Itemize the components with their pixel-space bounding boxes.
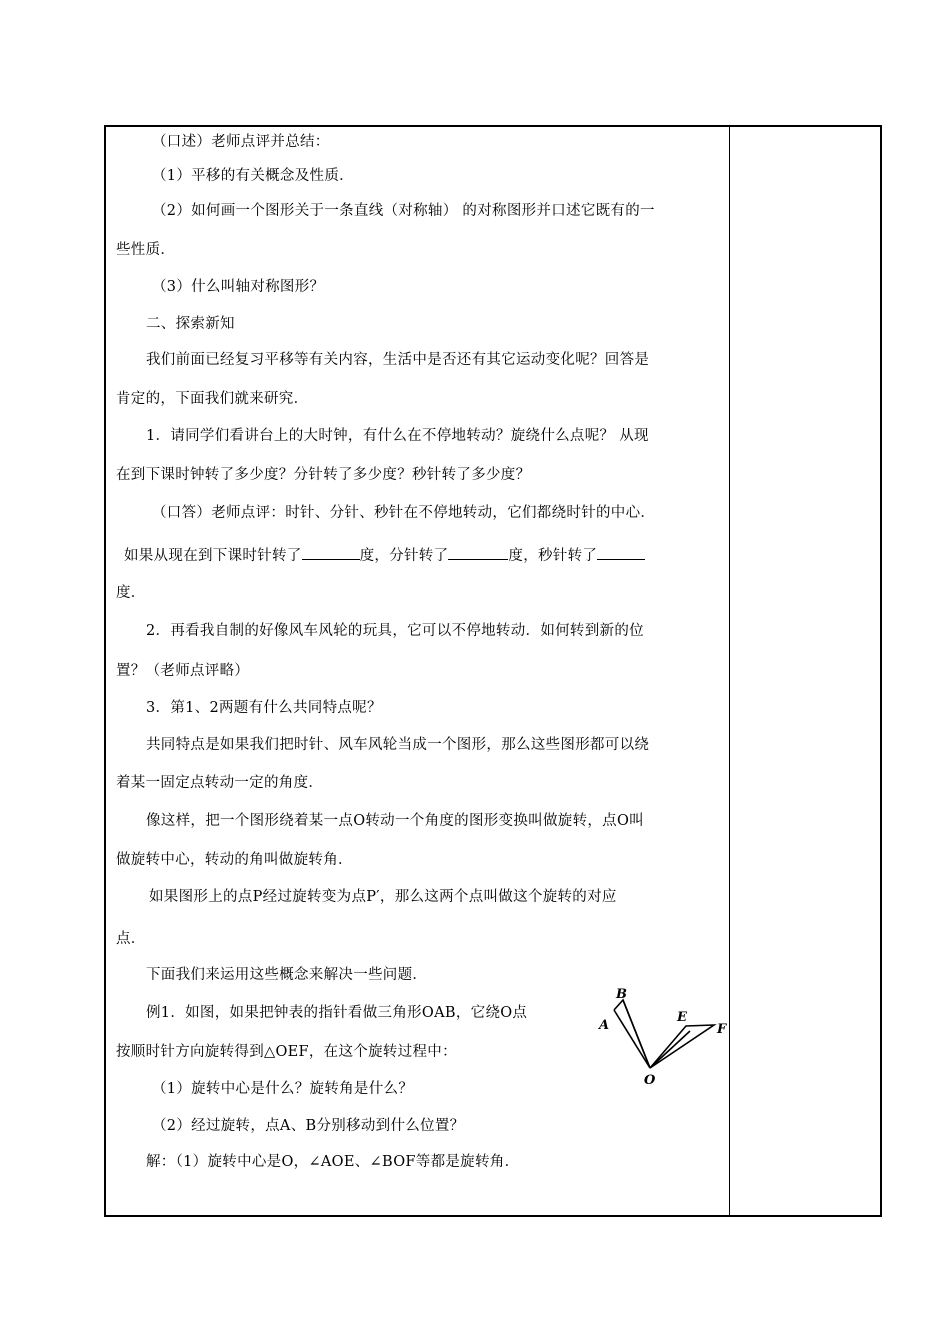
text-line: 着某一固定点转动一定的角度． [116,775,324,791]
rotation-diagram [594,985,734,1090]
text-line: 例1．如图，如果把钟表的指针看做三角形OAB，它绕O点 [146,1005,528,1021]
text-line: （口述）老师点评并总结： [152,134,330,150]
text-line: 像这样，把一个图形绕着某一点O转动一个角度的图形变换叫做旋转，点O叫 [146,813,644,829]
text-line: （2）经过旋转，点A、B分别移动到什么位置？ [152,1118,465,1134]
text-line: 置？（老师点评略） [116,663,250,679]
text-line: （1）平移的有关概念及性质． [152,168,354,184]
text-segment: 如果从现在到下课时针转了 [124,548,302,564]
text-line: 解：（1）旋转中心是O，∠AOE、∠BOF等都是旋转角． [146,1154,520,1170]
text-line: 如果图形上的点P经过旋转变为点P′，那么这两个点叫做这个旋转的对应 [149,889,617,905]
text-line: 做旋转中心，转动的角叫做旋转角． [116,852,353,868]
label-e: E [677,1010,687,1025]
segment-ob [623,1000,650,1068]
text-line: 在到下课时钟转了多少度？分针转了多少度？秒针转了多少度？ [116,467,531,483]
text-line: 共同特点是如果我们把时针、风车风轮当成一个图形，那么这些图形都可以绕 [146,737,650,753]
triangle-oef-edges [650,1025,714,1068]
fill-in-line [124,543,645,566]
text-line: 点． [116,931,146,947]
text-line: 3．第1、2两题有什么共同特点呢？ [146,700,382,716]
segment-inner [650,1031,690,1068]
text-line: （口答）老师点评：时针、分针、秒针在不停地转动，它们都绕时针的中心． [152,505,656,521]
text-line: 肯定的，下面我们就来研究． [116,391,309,407]
label-f: F [717,1022,727,1037]
text-line: （1）旋转中心是什么？旋转角是什么？ [152,1081,414,1097]
text-line: 按顺时针方向旋转得到△OEF，在这个旋转过程中： [116,1044,457,1060]
answer-blank[interactable] [302,543,360,560]
text-line: 1．请同学们看讲台上的大时钟，有什么在不停地转动？旋绕什么点呢？ 从现 [146,428,649,444]
text-line: （2）如何画一个图形关于一条直线（对称轴） 的对称图形并口述它既有的一 [152,203,655,219]
label-a: A [599,1018,610,1033]
text-line: 些性质． [116,242,176,258]
text-line: 我们前面已经复习平移等有关内容，生活中是否还有其它运动变化呢？回答是 [146,352,650,368]
text-line: 度． [116,585,146,601]
label-b: B [616,987,627,1002]
answer-blank[interactable] [597,543,645,560]
text-line: 下面我们来运用这些概念来解决一些问题． [146,967,428,983]
segment-oa [614,1010,650,1068]
text-line: （3）什么叫轴对称图形？ [152,279,325,295]
text-segment: 度，分针转了 [359,548,449,564]
text-segment: 度，秒针转了 [508,548,598,564]
text-line: 2．再看我自制的好像风车风轮的玩具，它可以不停地转动．如何转到新的位 [146,623,644,639]
answer-blank[interactable] [448,543,508,560]
section-heading: 二、探索新知 [146,316,235,332]
label-o: O [644,1073,656,1088]
